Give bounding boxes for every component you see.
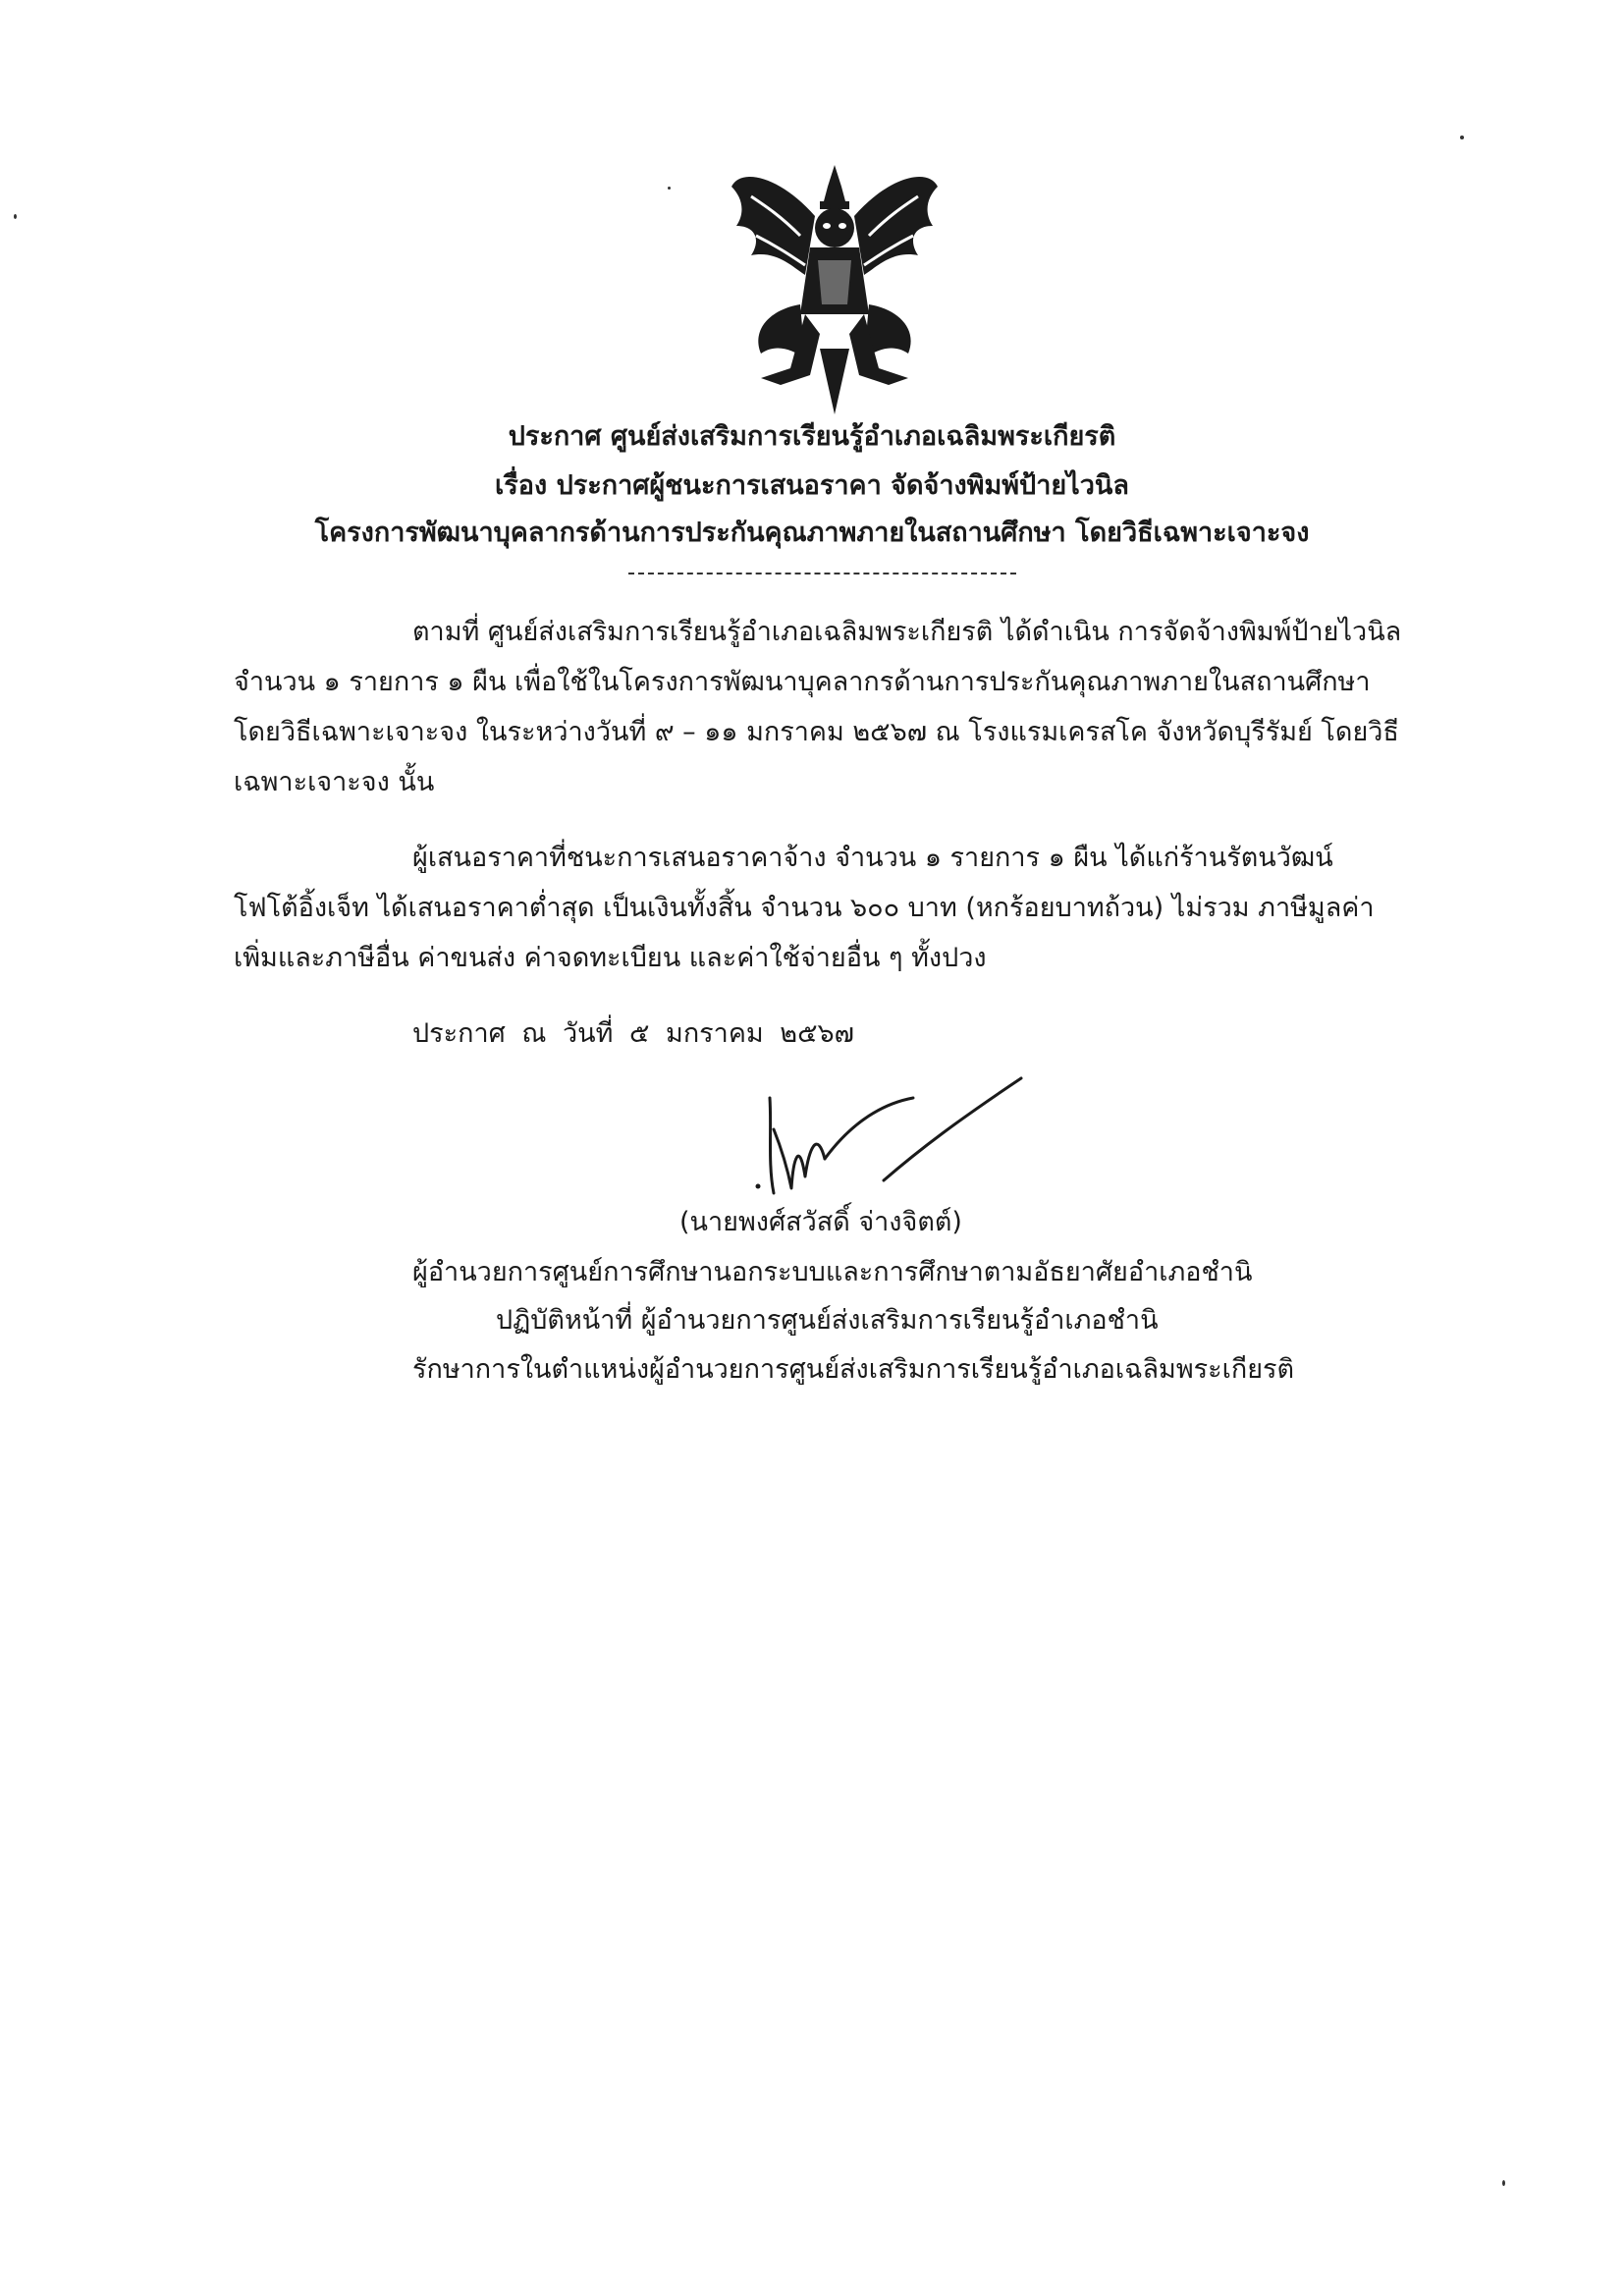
- scan-speck: [668, 187, 671, 190]
- announcement-subject: เรื่อง ประกาศผู้ชนะการเสนอราคา จัดจ้างพิมพ์ป้ายไวนิล: [495, 470, 1129, 501]
- garuda-emblem: [722, 157, 947, 417]
- scan-speck: [14, 214, 17, 219]
- signatory-position-3: รักษาการในตำแหน่งผู้อำนวยการศูนย์ส่งเสริมการเรียนรู้อำเภอเฉลิมพระเกียรติ: [412, 1354, 1295, 1385]
- scan-speck: [1460, 136, 1464, 139]
- project-name: โครงการพัฒนาบุคลากรด้านการประกันคุณภาพภายในสถานศึกษา โดยวิธีเฉพาะเจาะจง: [314, 518, 1310, 548]
- signatory-position-2: ปฏิบัติหน้าที่ ผู้อำนวยการศูนย์ส่งเสริมการเรียนรู้อำเภอชำนิ: [496, 1305, 1159, 1336]
- announcement-date: ประกาศ ณ วันที่ ๕ มกราคม ๒๕๖๗: [412, 1018, 854, 1049]
- signatory-name: (นายพงศ์สวัสดิ์ จ่างจิตต์): [679, 1207, 962, 1237]
- signatory-position-1: ผู้อำนวยการศูนย์การศึกษานอกระบบและการศึกษาตามอัธยาศัยอำเภอชำนิ: [412, 1257, 1253, 1287]
- body-paragraph-1: [234, 607, 1402, 807]
- header-divider: [628, 573, 1016, 574]
- paragraph-1-text: ตามที่ ศูนย์ส่งเสริมการเรียนรู้อำเภอเฉลิมพระเกียรติ ได้ดำเนิน การจัดจ้างพิมพ์ป้ายไวนิล จำนวน ๑ รายการ ๑ ผืน เพื่อใช้ในโครงการพัฒนาบุคลากรด้านการประกันคุณภาพภายในสถานศึกษา โดยวิธีเฉพาะเจาะจง ในระหว่างวันที่ ๙ – ๑๑ มกราคม ๒๕๖๗ ณ โรงแรมเครสโค จังหวัดบุรีรัมย์ โดยวิธีเฉพาะเจาะจง นั้น: [234, 617, 1402, 797]
- paragraph-2-text: ผู้เสนอราคาที่ชนะการเสนอราคาจ้าง จำนวน ๑ รายการ ๑ ผืน ได้แก่ร้านรัตนวัฒน์ โฟโต้อิ้งเจ็ท ได้เสนอราคาต่ำสุด เป็นเงินทั้งสิ้น จำนวน ๖๐๐ บาท (หกร้อยบาทถ้วน) ไม่รวม ภาษีมูลค่าเพิ่มและภาษีอื่น ค่าขนส่ง ค่าจดทะเบียน และค่าใช้จ่ายอื่น ๆ ทั้งปวง: [234, 843, 1375, 973]
- body-paragraph-2: [234, 833, 1402, 983]
- handwritten-signature: [748, 1070, 1043, 1208]
- announcement-title: ประกาศ ศูนย์ส่งเสริมการเรียนรู้อำเภอเฉลิมพระเกียรติ: [508, 421, 1116, 452]
- scan-speck: [1502, 2180, 1505, 2186]
